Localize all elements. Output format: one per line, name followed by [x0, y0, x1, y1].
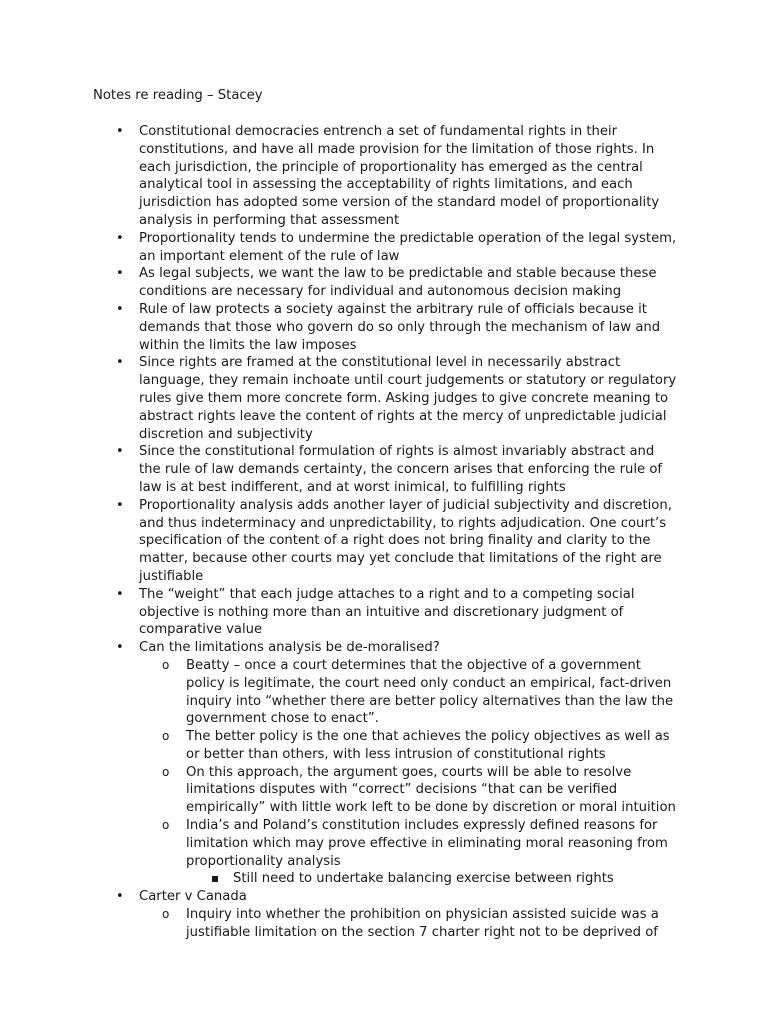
list-item-text: Constitutional democracies entrench a set of fundamental rights in their constitutions, and have all made provision for the limitation of those rights. In each jurisdiction, the principle of proportionality has emerged as the central analytical tool in assessing the acceptability of rights limitations, and each jurisdiction has adopted some version of the standard model of proportionality analysis in performing that assessment [139, 124, 660, 228]
sub-sub-bullet-list [186, 870, 679, 888]
bullet-icon: • [116, 355, 124, 371]
list-item-text: The “weight” that each judge attaches to a right and to a competing social objective is nothing more than an intuitive and discretionary judgment of comparative value [139, 586, 635, 638]
list-item-text: Carter v Canada [139, 889, 247, 905]
list-item [116, 586, 679, 639]
sub-list-item-text: India’s and Poland’s constitution includes expressly defined reasons for limitation which may prove effective in eliminating moral reasoning from proportionality analysis [186, 818, 668, 869]
sub-list-item [162, 657, 679, 728]
sub-list-item-text: Inquiry into whether the prohibition on physician assisted suicide was a justifiable limitation on the section 7 charter right not to be deprived of [186, 907, 659, 940]
list-item-text: Since the constitutional formulation of rights is almost invariably abstract and the rule of law demands certainty, the concern arises that enforcing the rule of law is at best indifferent, and at worst inimical, to fulfilling rights [139, 444, 663, 495]
sub-sub-list-item [233, 870, 679, 888]
bullet-icon: • [116, 230, 124, 246]
sub-list-item [162, 728, 679, 764]
sub-list-item [162, 817, 679, 888]
sub-list-item [162, 906, 679, 942]
hollow-bullet-icon: o [162, 907, 170, 922]
sub-list-item-text: Beatty – once a court determines that the objective of a government policy is legitimate, the court need only conduct an empirical, fact-driven inquiry into “whether there are better policy alternatives than the law the government chose to enact”. [186, 657, 674, 727]
main-bullet-list [116, 123, 679, 942]
document-title: Notes re reading – Stacey [93, 88, 263, 103]
bullet-icon: • [116, 586, 124, 602]
bullet-icon: • [116, 889, 124, 905]
sub-sub-list-item-text: Still need to undertake balancing exercise between rights [233, 871, 614, 887]
bullet-icon: • [116, 497, 124, 513]
list-item [116, 443, 679, 496]
sub-bullet-list [139, 657, 679, 888]
hollow-bullet-icon: o [162, 818, 170, 833]
sub-list-item-text: On this approach, the argument goes, courts will be able to resolve limitations disputes with “correct” decisions “that can be verified empirically” with little work left to be done by discretion or moral intuition [186, 764, 676, 816]
list-item [116, 639, 679, 888]
list-item [116, 497, 679, 586]
bullet-icon: • [116, 640, 124, 656]
sub-list-item-text: The better policy is the one that achieves the policy objectives as well as or better than others, with less intrusion of constitutional rights [186, 729, 670, 762]
square-bullet-icon [212, 876, 218, 882]
list-item-text: Can the limitations analysis be de-moralised? [139, 640, 440, 656]
sub-list-item [162, 764, 679, 817]
list-item-text: Proportionality analysis adds another layer of judicial subjectivity and discretion, and thus indeterminacy and unpredictability, to rights adjudication. One court’s specification of the content of a right does not bring finality and clarity to the matter, because other courts may yet conclude that limitations of the right are justifiable [139, 497, 672, 584]
list-item [116, 301, 679, 354]
bullet-icon: • [116, 301, 124, 317]
list-item-text: Proportionality tends to undermine the predictable operation of the legal system, an important element of the rule of law [139, 230, 677, 264]
list-item-text: Since rights are framed at the constitutional level in necessarily abstract language, they remain inchoate until court judgements or statutory or regulatory rules give them more concrete form. Asking judges to give concrete meaning to abstract rights leave the content of rights at the mercy of unpredictable judicial discretion and subjectivity [139, 355, 677, 442]
list-item-text: Rule of law protects a society against the arbitrary rule of officials because it demands that those who govern do so only through the mechanism of law and within the limits the law imposes [139, 301, 661, 353]
bullet-icon: • [116, 266, 124, 282]
list-item [116, 354, 679, 443]
hollow-bullet-icon: o [162, 729, 170, 744]
bullet-icon: • [116, 444, 124, 460]
list-item [116, 888, 679, 941]
list-item [116, 230, 679, 266]
hollow-bullet-icon: o [162, 764, 170, 779]
hollow-bullet-icon: o [162, 657, 170, 672]
list-item-text: As legal subjects, we want the law to be predictable and stable because these conditions are necessary for individual and autonomous decision making [139, 266, 657, 300]
list-item [116, 123, 679, 230]
bullet-icon: • [116, 124, 124, 139]
sub-bullet-list [139, 906, 679, 942]
list-item [116, 265, 679, 301]
